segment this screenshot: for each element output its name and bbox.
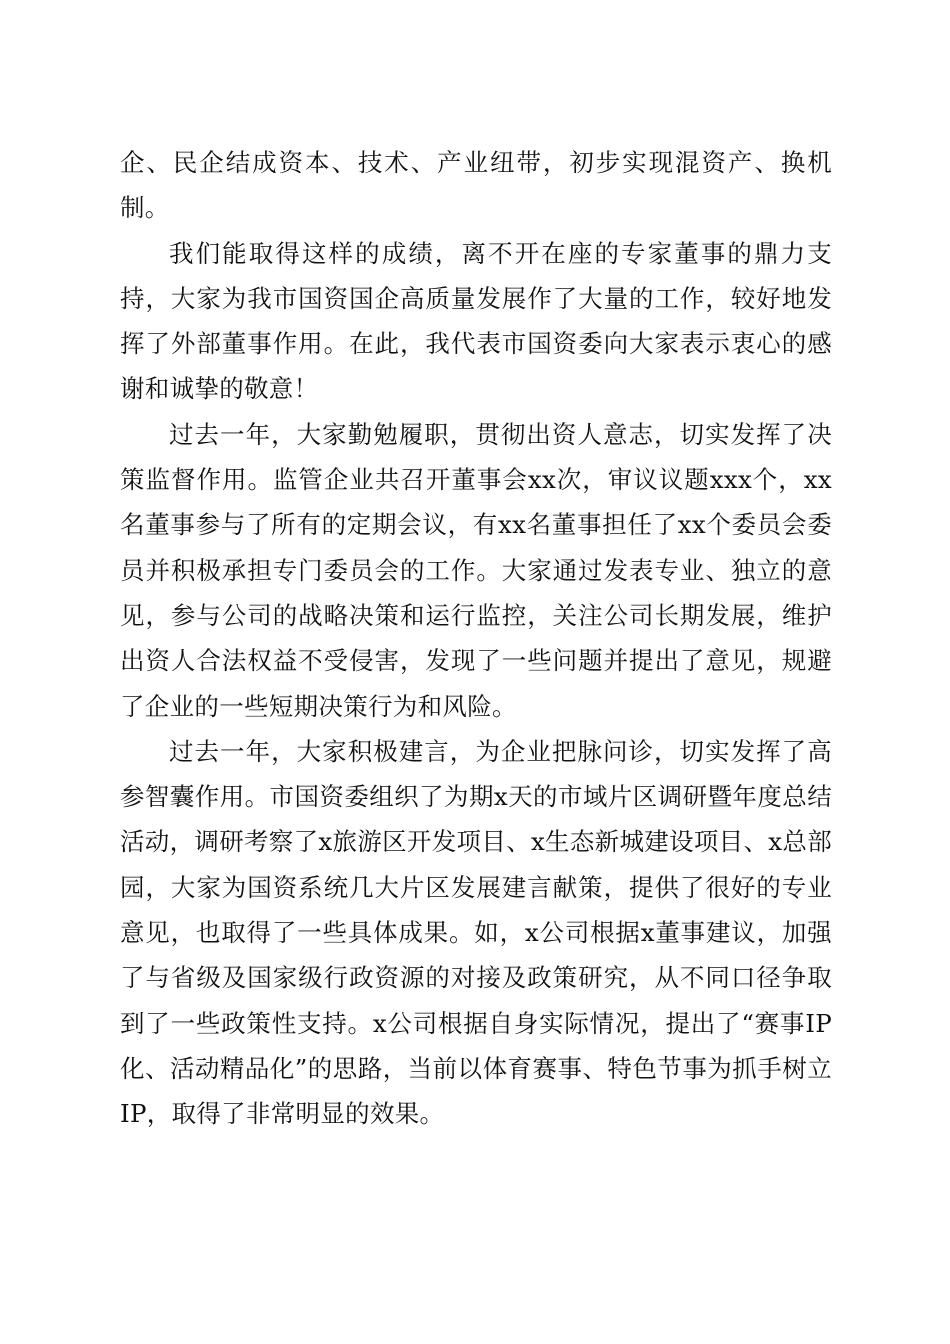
paragraph-thanks: 我们能取得这样的成绩，离不开在座的专家董事的鼎力支持，大家为我市国资国企高质量发展作了大量的工作，较好地发挥了外部董事作用。在此，我代表市国资委向大家表示衷心的感谢和诚挚的敬意！: [120, 238, 832, 404]
paragraph-decision-supervision: 过去一年，大家勤勉履职，贯彻出资人意志，切实发挥了决策监督作用。监管企业共召开董事会xx次，审议议题xxx个，xx名董事参与了所有的定期会议，有xx名董事担任了xx个委员会委员并积极承担专门委员会的工作。大家通过发表专业、独立的意见，参与公司的战略决策和运行监控，关注公司长期发展，维护出资人合法权益不受侵害，发现了一些问题并提出了意见，规避了企业的一些短期决策行为和风险。: [120, 419, 832, 721]
paragraph-continuation: 企、民企结成资本、技术、产业纽带，初步实现混资产、换机制。: [120, 148, 832, 223]
paragraph-advisory-role: 过去一年，大家积极建言，为企业把脉问诊，切实发挥了高参智囊作用。市国资委组织了为期x天的市域片区调研暨年度总结活动，调研考察了x旅游区开发项目、x生态新城建设项目、x总部园，大家为国资系统几大片区发展建言献策，提供了很好的专业意见，也取得了一些具体成果。如，x公司根据x董事建议，加强了与省级及国家级行政资源的对接及政策研究，从不同口径争取到了一些政策性支持。x公司根据自身实际情况，提出了“赛事IP化、活动精品化”的思路，当前以体育赛事、特色节事为抓手树立IP，取得了非常明显的效果。: [120, 736, 832, 1129]
document-body: [120, 140, 832, 1137]
